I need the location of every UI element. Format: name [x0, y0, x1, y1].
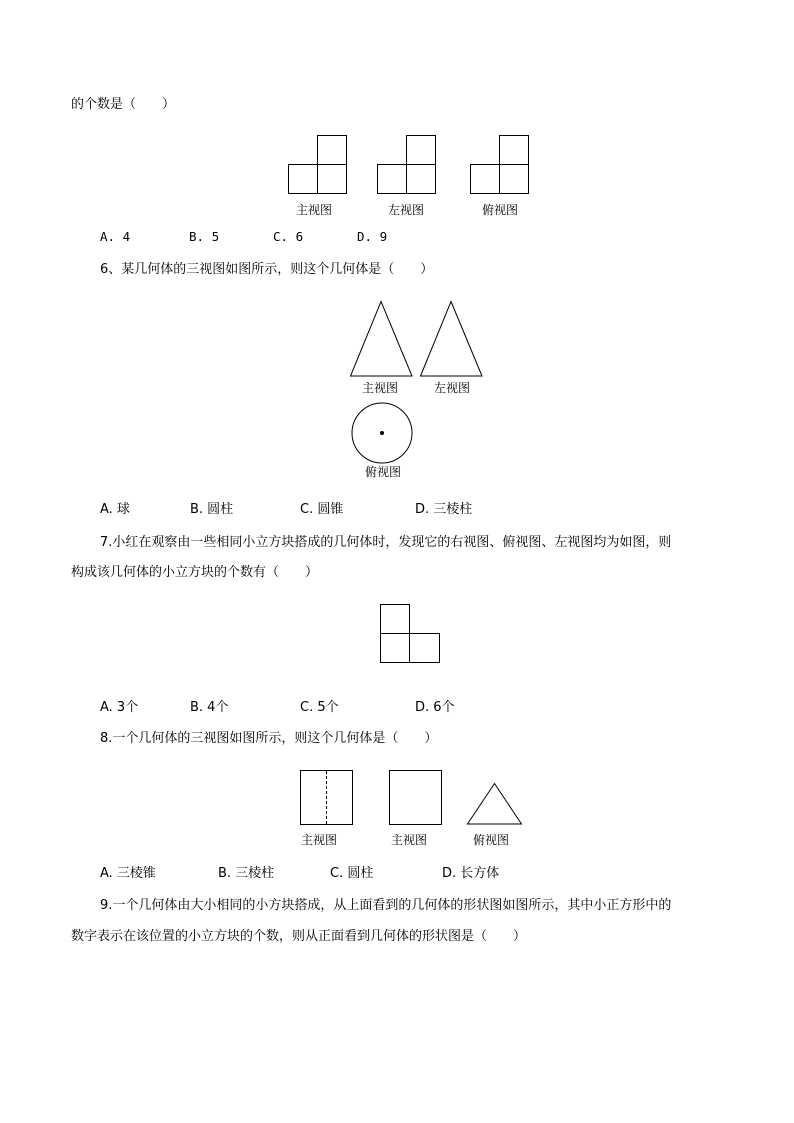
q5-option-c: C. 6 [273, 229, 304, 244]
q7-option-c: C. 5个 [300, 700, 339, 715]
q5-option-a: A. 4 [100, 229, 131, 244]
q8-top-view-triangle [467, 783, 523, 825]
q7-stem-line2: 构成该几何体的小立方块的个数有（ ） [71, 565, 319, 580]
q6-front-view-triangle [350, 301, 414, 377]
q6-caption-top-view: 俯视图 [365, 465, 402, 479]
q6-option-a: A. 球 [100, 502, 130, 517]
q5-caption-top-view: 俯视图 [482, 203, 519, 217]
q6-option-d: D. 三棱柱 [415, 502, 473, 517]
q7-view-figure [380, 604, 442, 664]
q8-caption-front-view: 主视图 [301, 833, 338, 847]
q8-second-view-square [389, 770, 443, 826]
q5-option-b: B. 5 [189, 229, 220, 244]
q8-option-c: C. 圆柱 [330, 866, 374, 881]
q7-option-d: D. 6个 [415, 700, 455, 715]
q7-stem-line1: 7.小红在观察由一些相同小立方块搭成的几何体时，发现它的右视图、俯视图、左视图均为如图，则 [100, 535, 672, 550]
q6-caption-front-view: 主视图 [362, 381, 399, 395]
q6-left-view-triangle [420, 301, 484, 377]
q8-option-a: A. 三棱锥 [100, 866, 156, 881]
q6-option-c: C. 圆锥 [300, 502, 344, 517]
q8-caption-top-view: 俯视图 [473, 833, 510, 847]
q7-option-b: B. 4个 [190, 700, 229, 715]
q8-stem: 8.一个几何体的三视图如图所示，则这个几何体是（ ） [100, 731, 438, 746]
q8-caption-second-view: 主视图 [391, 833, 428, 847]
q7-option-a: A. 3个 [100, 700, 139, 715]
q5-caption-left-view: 左视图 [388, 203, 425, 217]
q8-option-d: D. 长方体 [442, 866, 500, 881]
q9-stem-line2: 数字表示在该位置的小立方块的个数，则从正面看到几何体的形状图是（ ） [71, 929, 527, 944]
q8-front-view-rectangle [300, 770, 354, 826]
q6-caption-left-view: 左视图 [434, 381, 471, 395]
q8-option-b: B. 三棱柱 [218, 866, 275, 881]
q5-caption-front-view: 主视图 [296, 203, 333, 217]
q6-top-view-circle [351, 402, 413, 464]
q5-front-view-figure [288, 135, 348, 195]
q5-left-view-figure [377, 135, 437, 195]
q5-option-d: D. 9 [357, 229, 388, 244]
q5-stem-tail: 的个数是（ ） [71, 97, 176, 112]
q6-option-b: B. 圆柱 [190, 502, 234, 517]
q9-stem-line1: 9.一个几何体由大小相同的小方块搭成，从上面看到的几何体的形状图如图所示，其中小正方形中的 [100, 898, 672, 913]
q5-top-view-figure [470, 135, 530, 195]
q6-stem: 6、某几何体的三视图如图所示，则这个几何体是（ ） [100, 262, 434, 277]
